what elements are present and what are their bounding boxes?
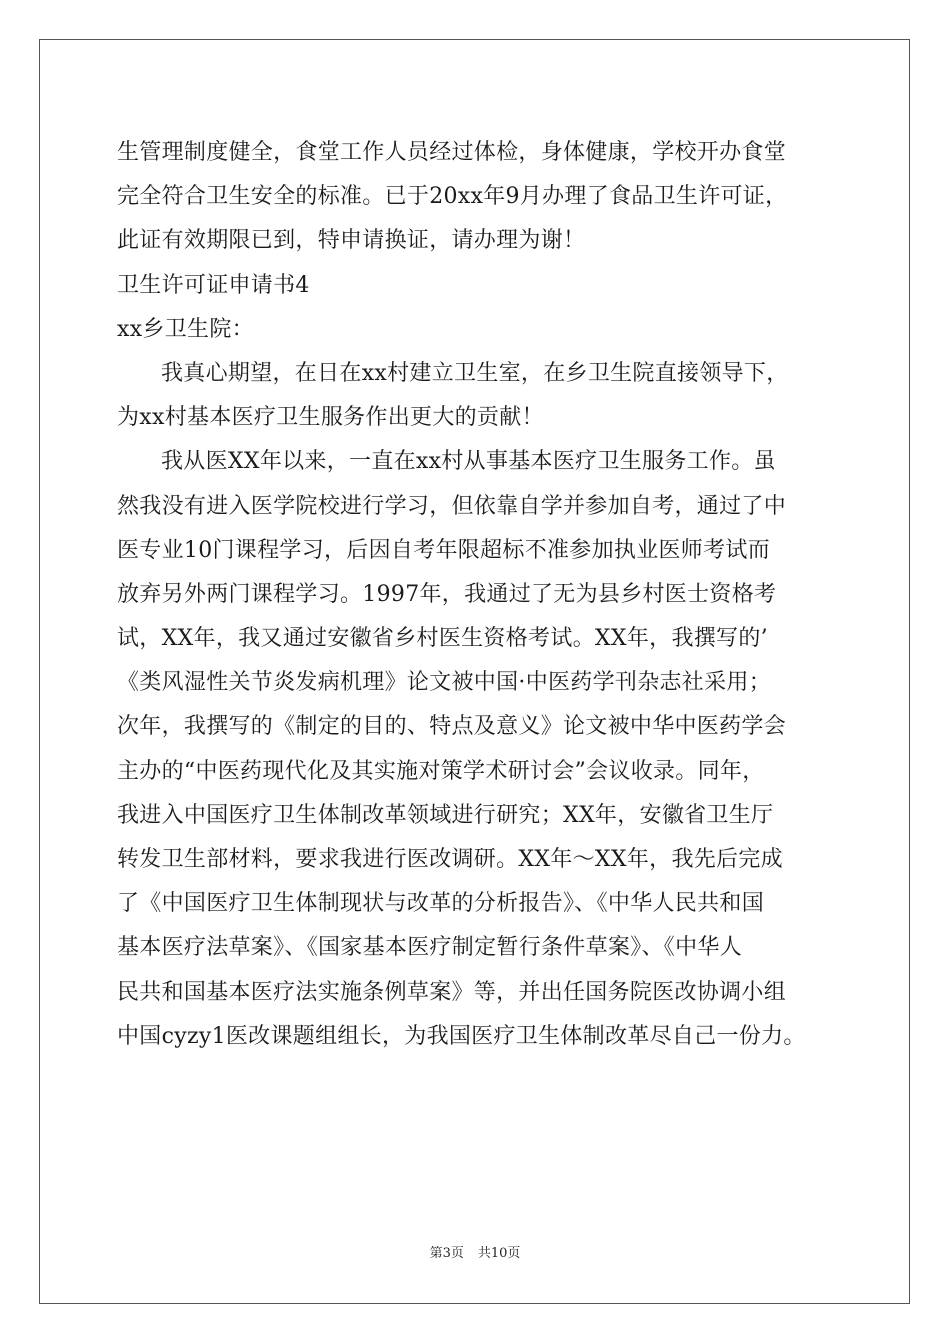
- text-line: 《类风湿性关节炎发病机理》论文被中国·中医药学刊杂志社采用；: [117, 670, 771, 696]
- text-line: 我进入中国医疗卫生体制改革领域进行研究；XX年，安徽省卫生厅: [117, 802, 774, 828]
- text-line: 我真心期望，在日在xx村建立卫生室，在乡卫生院直接领导下，: [161, 360, 789, 386]
- document-body: [117, 131, 842, 1059]
- text-line: 我从医XX年以来，一直在xx村从事基本医疗卫生服务工作。虽: [161, 449, 776, 475]
- text-line: 试，XX年，我又通过安徽省乡村医生资格考试。XX年，我撰写的’: [117, 626, 768, 652]
- text-line: 民共和国基本医疗法实施条例草案》等，并出任国务院医改协调小组: [117, 979, 787, 1005]
- text-line: 主办的“中医药现代化及其实施对策学术研讨会”会议收录。同年，: [117, 758, 765, 784]
- page-number-current: 第3页: [429, 1246, 464, 1261]
- text-line: 此证有效期限已到，特申请换证，请办理为谢！: [117, 228, 586, 254]
- text-line: 中国cyzy1医改课题组组长，为我国医疗卫生体制改革尽自己一份力。: [117, 1023, 806, 1049]
- page-number-total: 共10页: [477, 1246, 521, 1261]
- text-line: 放弃另外两门课程学习。1997年，我通过了无为县乡村医士资格考: [117, 581, 777, 607]
- text-line: 完全符合卫生安全的标准。已于20xx年9月办理了食品卫生许可证，: [117, 184, 788, 210]
- text-line: 了《中国医疗卫生体制现状与改革的分析报告》、《中华人民共和国: [117, 891, 765, 917]
- text-line: 基本医疗法草案》、《国家基本医疗制定暂行条件草案》、《中华人: [117, 935, 743, 961]
- text-line: 为xx村基本医疗卫生服务作出更大的贡献！: [117, 405, 544, 431]
- section-heading: 卫生许可证申请书4: [117, 272, 310, 298]
- text-line: 生管理制度健全，食堂工作人员经过体检，身体健康，学校开办食堂: [117, 140, 787, 165]
- text-line: 次年，我撰写的《制定的目的、特点及意义》论文被中华中医药学会: [117, 714, 787, 740]
- text-line: 医专业10门课程学习，后因自考年限超标不准参加执业医师考试而: [117, 537, 770, 563]
- text-line: 转发卫生部材料，要求我进行医改调研。XX年～XX年，我先后完成: [117, 847, 783, 872]
- text-line: 然我没有进入医学院校进行学习，但依靠自学并参加自考，通过了中: [117, 493, 787, 519]
- salutation: xx乡卫生院：: [117, 316, 254, 342]
- page-footer: [0, 1245, 950, 1263]
